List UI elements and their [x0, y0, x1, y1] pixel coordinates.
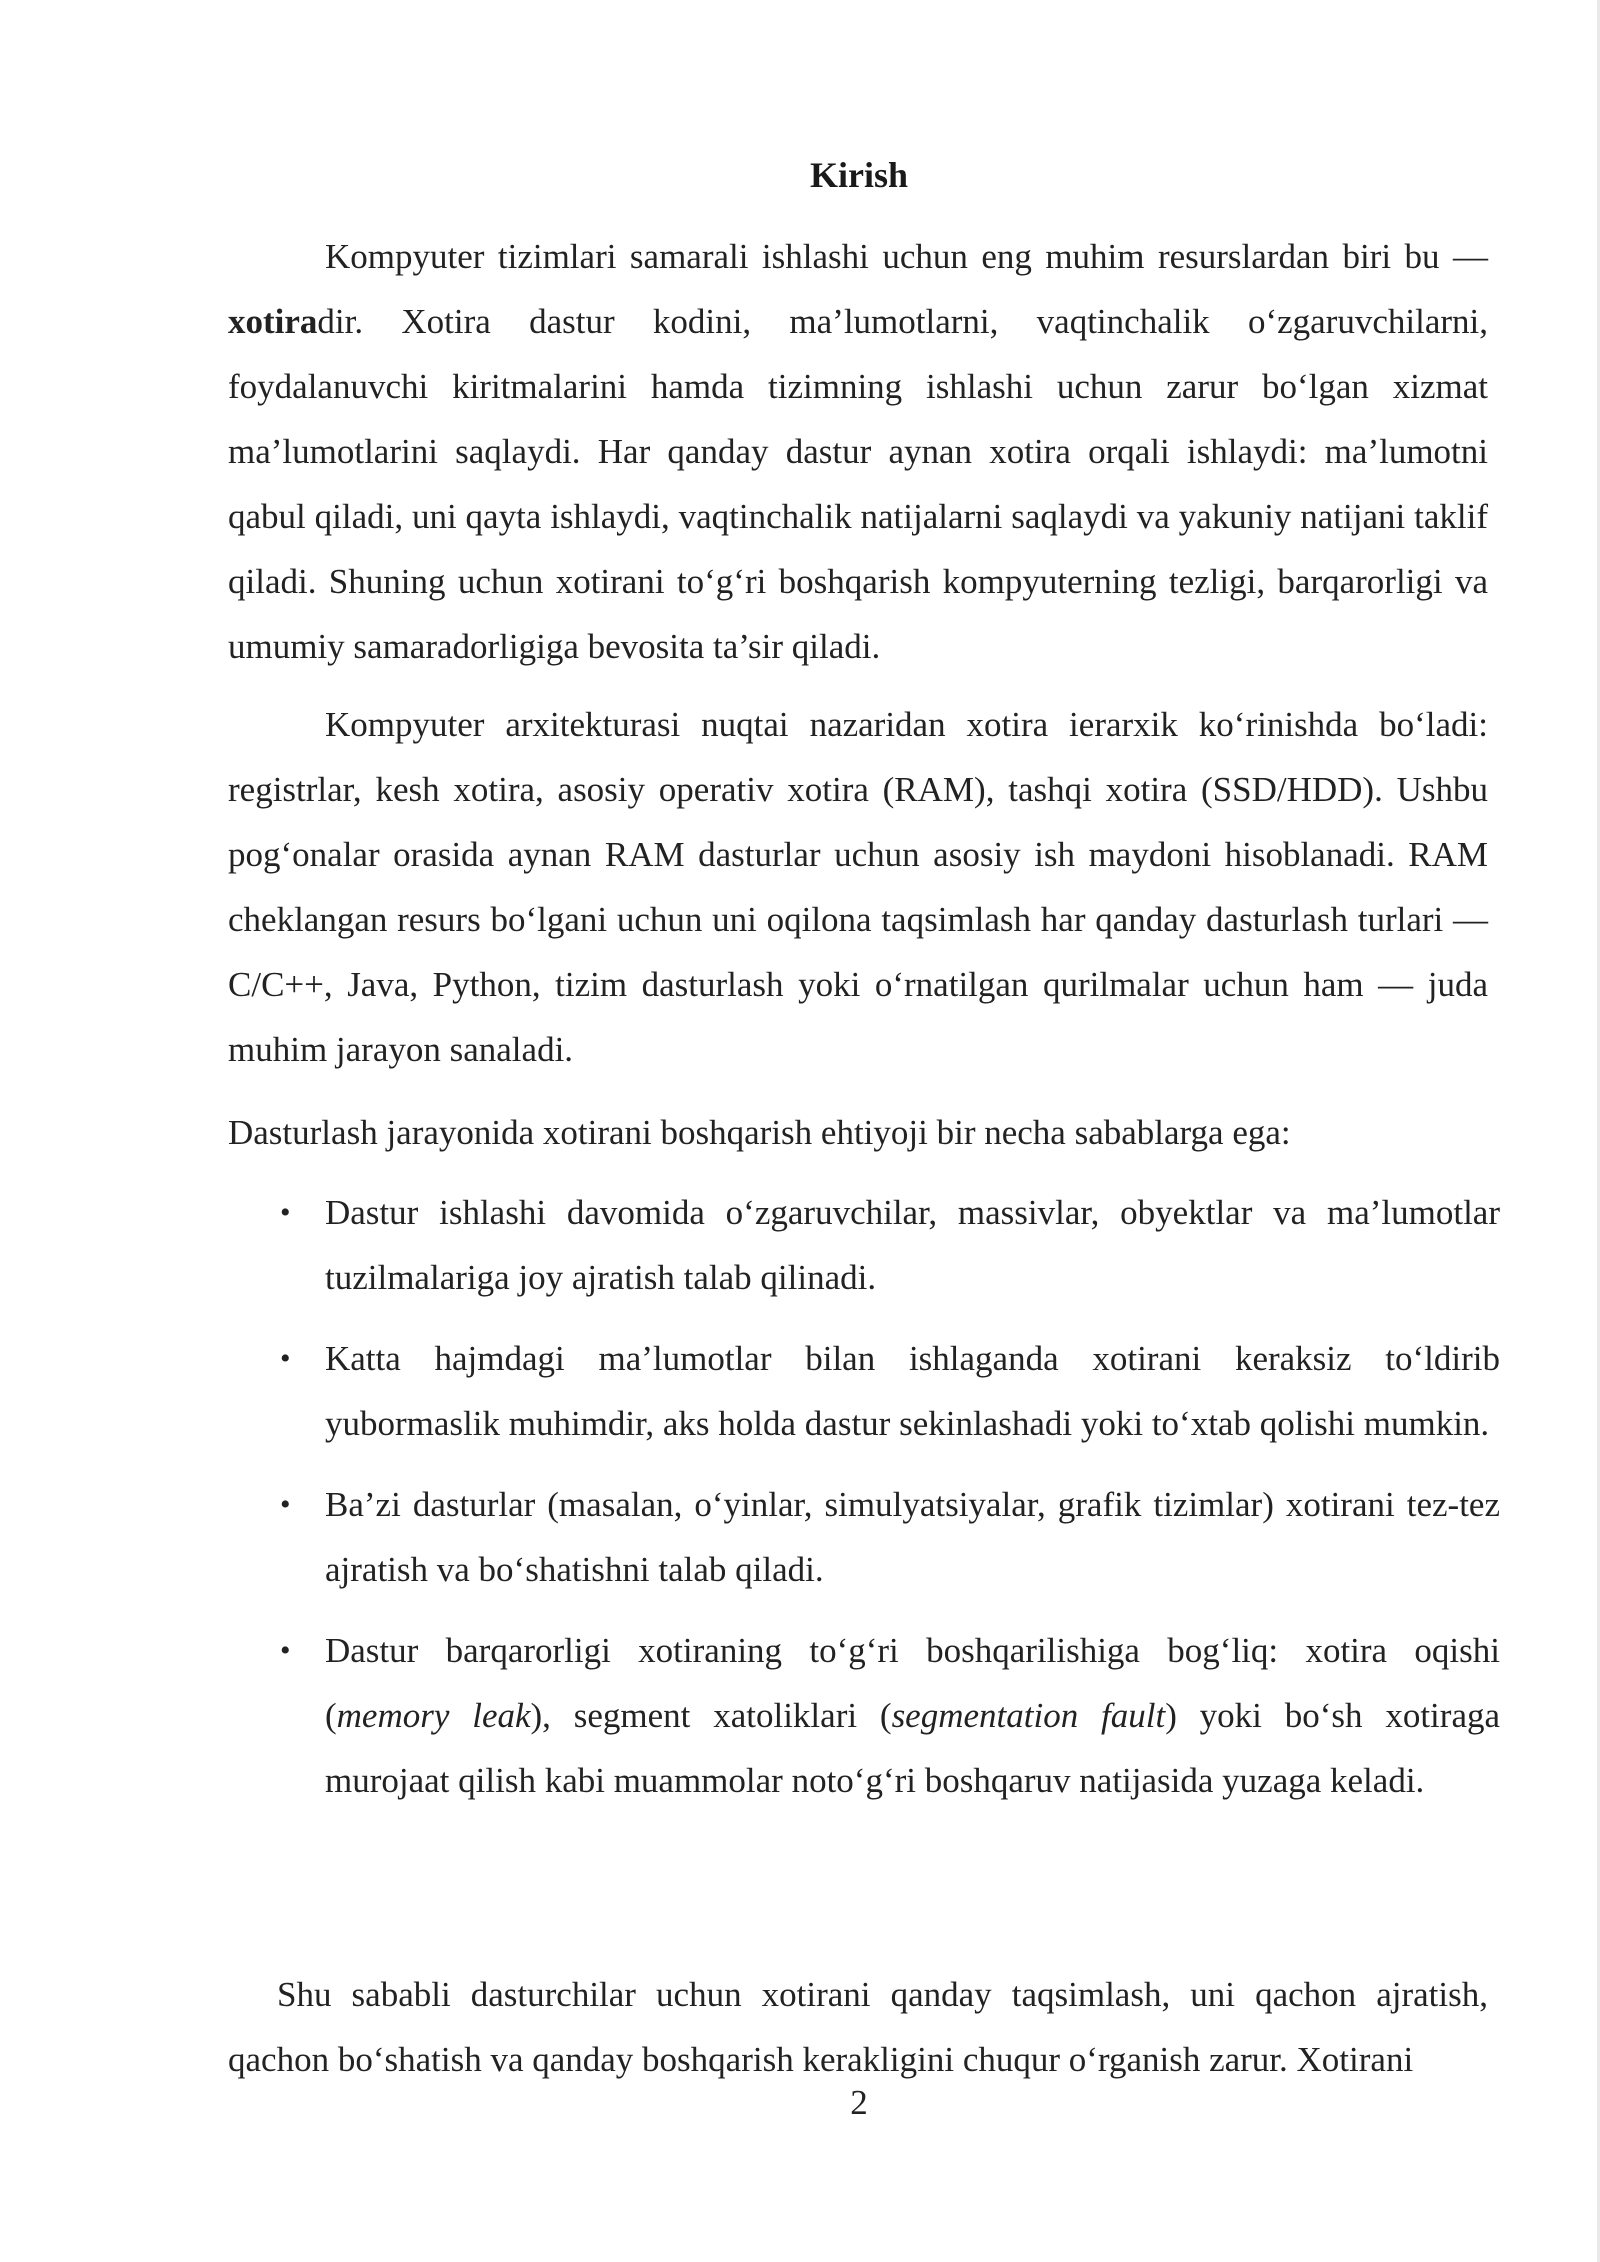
page-title: Kirish: [809, 155, 908, 195]
architecture-paragraph: Kompyuter arxitekturasi nuqtai nazaridan xotira ierarxik ko‘rinishda bo‘ladi: registrlar, kesh xotira, asosiy operativ xotira (RAM), tashqi xotira (SSD/HDD). Ushbu pog‘onalar orasida aynan RAM dasturlar uchun asosiy ish maydoni hisoblanadi. RAM cheklangan resurs bo‘lgani uchun uni oqilona taqsimlash har qanday dasturlash turlari — C/C++, Java, Python, tizim dasturlash yoki o‘rnatilgan qurilmalar uchun ham — juda muhim jarayon sanaladi.: [228, 705, 1488, 1069]
list-item-text: [325, 1631, 1500, 1800]
reasons-list: [228, 1180, 1500, 1829]
bullet-icon: •: [280, 1342, 291, 1375]
reasons-intro-paragraph: Dasturlash jarayonida xotirani boshqarish ehtiyoji bir necha sabablarga ega:: [228, 1113, 1291, 1152]
list-item-text: Dastur ishlashi davomida o‘zgaruvchilar, massivlar, obyektlar va ma’lumotlar tuzilmalariga joy ajratish talab qilinadi.: [325, 1193, 1500, 1297]
list-item-text-part: Dastur barqarorligi xotiraning to‘g‘ri boshqarilishiga bog‘liq: xotira oqishi (: [325, 1631, 1500, 1735]
list-item: [228, 1326, 1500, 1456]
intro-paragraph: [228, 224, 1488, 679]
intro-paragraph-end: dir. Xotira dastur kodini, ma’lumotlarni, vaqtinchalik o‘zgaruvchilarni, foydalanuvchi kiritmalarini hamda tizimning ishlashi uchun zarur bo‘lgan xizmat ma’lumotlarini saqlaydi. Har qanday dastur aynan xotira orqali ishlaydi: ma’lumotni qabul qiladi, uni qayta ishlaydi, vaqtinchalik natijalarni saqlaydi va yakuniy natijani taklif qiladi. Shuning uchun xotirani to‘g‘ri boshqarish kompyuterning tezligi, barqarorligi va umumiy samaradorligiga bevosita ta’sir qiladi.: [228, 302, 1488, 666]
conclusion-paragraph: Shu sababli dasturchilar uchun xotirani qanday taqsimlash, uni qachon ajratish, qachon bo‘shatish va qanday boshqarish kerakligini chuqur o‘rganish zarur. Xotirani: [228, 1975, 1488, 2079]
list-item-text: Katta hajmdagi ma’lumotlar bilan ishlaganda xotirani keraksiz to‘ldirib yubormaslik muhimdir, aks holda dastur sekinlashadi yoki to‘xtab qolishi mumkin.: [325, 1339, 1500, 1443]
term-memory-leak: memory leak: [336, 1696, 531, 1735]
list-item-text-part: ) yoki bo‘sh xotiraga murojaat qilish kabi muammolar noto‘g‘ri boshqaruv natijasida yuzaga keladi.: [325, 1696, 1501, 1800]
highlight-term: xotira: [228, 302, 318, 341]
list-item: [228, 1618, 1500, 1813]
list-item: [228, 1180, 1500, 1310]
list-item-text-part: ), segment xatoliklari (: [530, 1696, 892, 1735]
bullet-icon: •: [280, 1196, 291, 1229]
list-item-text: Ba’zi dasturlar (masalan, o‘yinlar, simulyatsiyalar, grafik tizimlar) xotirani tez-tez ajratish va bo‘shatishni talab qiladi.: [325, 1485, 1500, 1589]
page-number: 2: [850, 2083, 868, 2122]
intro-paragraph-start: Kompyuter tizimlari samarali ishlashi uchun eng muhim resurslardan biri bu —: [325, 237, 1488, 276]
bullet-icon: •: [280, 1488, 291, 1521]
list-item: [228, 1472, 1500, 1602]
bullet-icon: •: [280, 1634, 291, 1667]
term-segmentation-fault: segmentation fault: [891, 1696, 1166, 1735]
